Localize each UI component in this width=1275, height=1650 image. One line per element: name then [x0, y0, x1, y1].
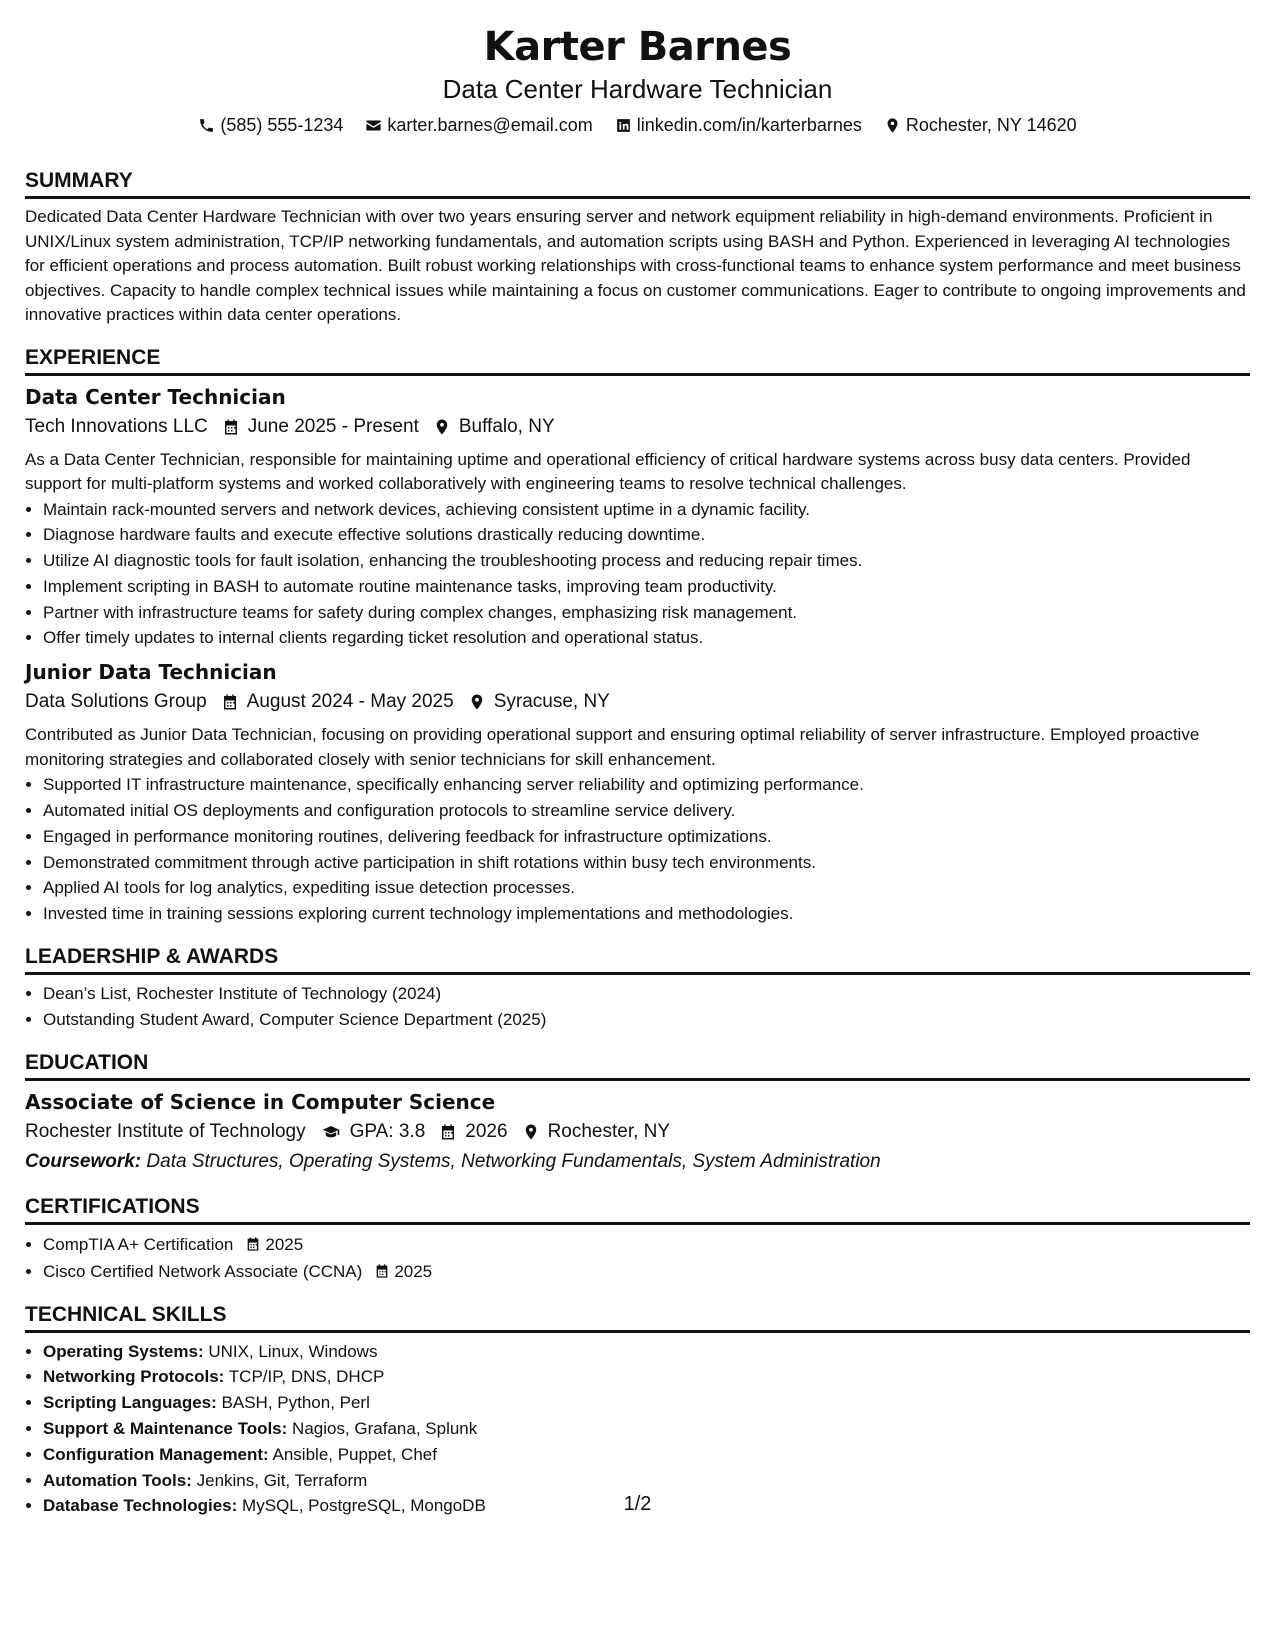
list-item: [43, 1442, 1250, 1468]
job-location: Buffalo, NY: [458, 415, 555, 437]
graduation-year: 2026: [465, 1120, 508, 1142]
certifications-list: [25, 1231, 1250, 1285]
education-meta: [25, 1117, 1250, 1147]
coursework-list: Data Structures, Operating Systems, Networking Fundamentals, System Administration: [146, 1150, 881, 1172]
job-title: Junior Data Technician: [25, 660, 277, 685]
list-item: • Demonstrated commitment through active participation in shift rotations within busy tech environments.: [43, 850, 1250, 876]
linkedin-icon: [615, 117, 632, 134]
job-meta: [25, 412, 1250, 442]
skill-label: Configuration Management:: [43, 1444, 269, 1464]
job-entry: [25, 382, 1250, 652]
section-heading: EDUCATION: [25, 1049, 1250, 1081]
calendar-icon: [439, 1123, 457, 1141]
gpa: GPA: 3.8: [349, 1120, 426, 1142]
linkedin-text: linkedin.com/in/karterbarnes: [636, 115, 862, 135]
list-item: [43, 1416, 1250, 1442]
list-item: [43, 1231, 1250, 1258]
summary-section: [25, 167, 1250, 328]
skill-label: Database Technologies:: [43, 1496, 238, 1516]
skill-label: Operating Systems:: [43, 1341, 204, 1361]
resume-page: [25, 0, 1250, 1519]
company-name: Data Solutions Group: [25, 691, 207, 713]
section-heading: EXPERIENCE: [25, 344, 1250, 376]
list-item: • Dean’s List, Rochester Institute of Technology (2024): [43, 981, 1250, 1007]
contact-linkedin[interactable]: [615, 113, 862, 137]
email-text: karter.barnes@email.com: [387, 115, 593, 135]
awards-list: [25, 981, 1250, 1033]
list-item: • Offer timely updates to internal clients regarding ticket resolution and operational status.: [43, 625, 1250, 651]
candidate-title: Data Center Hardware Technician: [442, 74, 833, 104]
skill-value: Jenkins, Git, Terraform: [196, 1470, 368, 1490]
list-item: • Outstanding Student Award, Computer Science Department (2025): [43, 1007, 1250, 1033]
skill-label: Support & Maintenance Tools:: [43, 1419, 288, 1439]
school-location: Rochester, NY: [547, 1120, 671, 1142]
job-location: Syracuse, NY: [493, 691, 610, 713]
company-name: Tech Innovations LLC: [25, 415, 208, 437]
map-pin-icon: [522, 1123, 540, 1141]
job-entry: [25, 657, 1250, 927]
skill-value: MySQL, PostgreSQL, MongoDB: [242, 1496, 486, 1516]
cert-name: • Cisco Certified Network Associate (CCNA): [43, 1261, 363, 1281]
list-item: [43, 1364, 1250, 1390]
job-meta: [25, 687, 1250, 717]
contact-email[interactable]: [365, 113, 592, 137]
cert-name: • CompTIA A+ Certification: [43, 1234, 234, 1254]
list-item: • Diagnose hardware faults and execute effective solutions drastically reducing downtime.: [43, 522, 1250, 548]
contact-location: [884, 113, 1077, 137]
skill-label: Networking Protocols:: [43, 1367, 225, 1387]
job-bullets: [25, 772, 1250, 927]
cert-year: 2025: [265, 1234, 304, 1254]
envelope-icon: [365, 117, 382, 134]
coursework: [25, 1147, 1250, 1177]
leadership-section: [25, 943, 1250, 1033]
section-heading: LEADERSHIP & AWARDS: [25, 943, 1250, 975]
skill-value: Ansible, Puppet, Chef: [272, 1444, 437, 1464]
list-item: • Engaged in performance monitoring routines, delivering feedback for infrastructure optimizations.: [43, 824, 1250, 850]
phone-text: (585) 555-1234: [220, 115, 344, 135]
graduation-cap-icon: [320, 1123, 342, 1141]
list-item: • Implement scripting in BASH to automate routine maintenance tasks, improving team productivity.: [43, 574, 1250, 600]
skill-value: BASH, Python, Perl: [221, 1393, 370, 1413]
skill-label: Scripting Languages:: [43, 1393, 217, 1413]
job-bullets: [25, 497, 1250, 652]
page-number: 1/2: [623, 1493, 652, 1515]
skill-value: UNIX, Linux, Windows: [208, 1341, 378, 1361]
resume-header: [25, 0, 1250, 137]
job-description: As a Data Center Technician, responsible for maintaining uptime and operational efficiency of critical hardware systems across busy data centers. Provided support for multi-platform systems and worked collaboratively with engineering teams to resolve technical challenges.: [25, 449, 1191, 493]
list-item: [43, 1258, 1250, 1285]
map-pin-icon: [884, 117, 901, 134]
location-text: Rochester, NY 14620: [905, 115, 1077, 135]
job-dates: June 2025 - Present: [247, 415, 419, 437]
calendar-icon: [374, 1263, 390, 1279]
contact-line: [25, 113, 1250, 137]
degree-title: Associate of Science in Computer Science: [25, 1089, 496, 1114]
job-dates: August 2024 - May 2025: [246, 691, 454, 713]
cert-year: 2025: [394, 1261, 433, 1281]
calendar-icon: [221, 693, 239, 711]
skill-value: Nagios, Grafana, Splunk: [292, 1419, 478, 1439]
coursework-label: Coursework:: [25, 1150, 142, 1172]
section-heading: SUMMARY: [25, 167, 1250, 199]
calendar-icon: [245, 1236, 261, 1252]
experience-section: [25, 344, 1250, 928]
section-heading: CERTIFICATIONS: [25, 1193, 1250, 1225]
skill-value: TCP/IP, DNS, DHCP: [228, 1367, 385, 1387]
phone-icon: [198, 117, 215, 134]
calendar-icon: [222, 418, 240, 436]
certifications-section: [25, 1193, 1250, 1285]
list-item: [43, 1390, 1250, 1416]
list-item: • Invested time in training sessions exploring current technology implementations and methodologies.: [43, 901, 1250, 927]
list-item: • Maintain rack-mounted servers and network devices, achieving consistent uptime in a dynamic facility.: [43, 497, 1250, 523]
job-description: Contributed as Junior Data Technician, focusing on providing operational support and ensuring optimal reliability of server infrastructure. Employed proactive monitoring strategies and collaborated closely with senior technicians for skill enhancement.: [25, 725, 1200, 769]
skills-section: [25, 1301, 1250, 1520]
map-pin-icon: [433, 418, 451, 436]
education-section: [25, 1049, 1250, 1177]
section-heading: TECHNICAL SKILLS: [25, 1301, 1250, 1333]
list-item: • Automated initial OS deployments and configuration protocols to streamline service delivery.: [43, 798, 1250, 824]
contact-phone: [198, 113, 343, 137]
skill-label: Automation Tools:: [43, 1470, 192, 1490]
list-item: • Utilize AI diagnostic tools for fault isolation, enhancing the troubleshooting process and reducing repair times.: [43, 548, 1250, 574]
list-item: • Supported IT infrastructure maintenance, specifically enhancing server reliability and optimizing performance.: [43, 772, 1250, 798]
list-item: [43, 1339, 1250, 1365]
job-title: Data Center Technician: [25, 384, 286, 409]
list-item: • Partner with infrastructure teams for safety during complex changes, emphasizing risk management.: [43, 600, 1250, 626]
summary-text: Dedicated Data Center Hardware Technician with over two years ensuring server and network equipment reliability in high-demand environments. Proficient in UNIX/Linux system administration, TCP/IP networking fundamentals, and automation scripts using BASH and Python. Experienced in leveraging AI technologies for efficient operations and process automation. Built robust working relationships with cross-functional teams to enhance system performance and meet business objectives. Capacity to handle complex technical issues while maintaining a focus on customer communications. Eager to contribute to ongoing improvements and innovative practices within data center operations.: [25, 207, 1246, 324]
school-name: Rochester Institute of Technology: [25, 1120, 306, 1142]
candidate-name: Karter Barnes: [483, 24, 792, 70]
list-item: [43, 1468, 1250, 1494]
list-item: • Applied AI tools for log analytics, expediting issue detection processes.: [43, 875, 1250, 901]
map-pin-icon: [468, 693, 486, 711]
